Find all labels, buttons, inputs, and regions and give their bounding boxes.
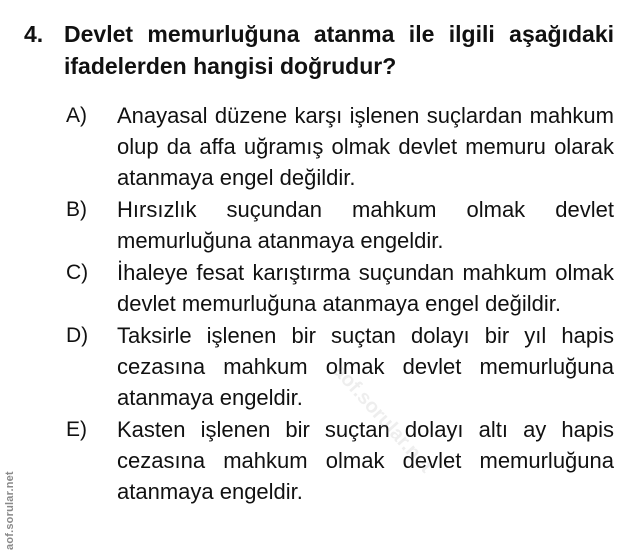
question-number: 4. bbox=[24, 21, 44, 47]
option-e bbox=[66, 414, 614, 507]
option-text: Kasten işlenen bir suçtan dolayı altı ay hapis cezasına mahkum olmak devlet memurluğuna atanmaya engeldir. bbox=[117, 417, 614, 504]
diagonal-watermark: aof.sorular.net bbox=[328, 360, 438, 478]
side-watermark-text: aof.sorular.net bbox=[4, 471, 16, 550]
option-a bbox=[66, 100, 614, 193]
option-text: Taksirle işlenen bir suçtan dolayı bir yıl hapis cezasına mahkum olmak devlet memurluğuna atanmaya engeldir. bbox=[117, 323, 614, 410]
option-letter: B) bbox=[66, 198, 87, 221]
option-text: Hırsızlık suçundan mahkum olmak devlet memurluğuna atanmaya engeldir. bbox=[117, 197, 614, 253]
option-letter: C) bbox=[66, 261, 89, 284]
option-c bbox=[66, 257, 614, 319]
question-text: Devlet memurluğuna atanma ile ilgili aşağıdaki ifadelerden hangisi doğrudur? bbox=[64, 21, 614, 79]
option-text: Anayasal düzene karşı işlenen suçlardan mahkum olup da affa uğramış olmak devlet memuru olarak atanmaya engel değildir. bbox=[117, 103, 614, 190]
answer-options bbox=[66, 100, 614, 508]
option-letter: D) bbox=[66, 324, 89, 347]
option-letter: A) bbox=[66, 104, 87, 127]
option-letter: E) bbox=[66, 418, 87, 441]
side-watermark bbox=[2, 450, 18, 550]
option-b bbox=[66, 194, 614, 256]
option-d bbox=[66, 320, 614, 413]
option-text: İhaleye fesat karıştırma suçundan mahkum olmak devlet memurluğuna atanmaya engel değildir. bbox=[117, 260, 614, 316]
